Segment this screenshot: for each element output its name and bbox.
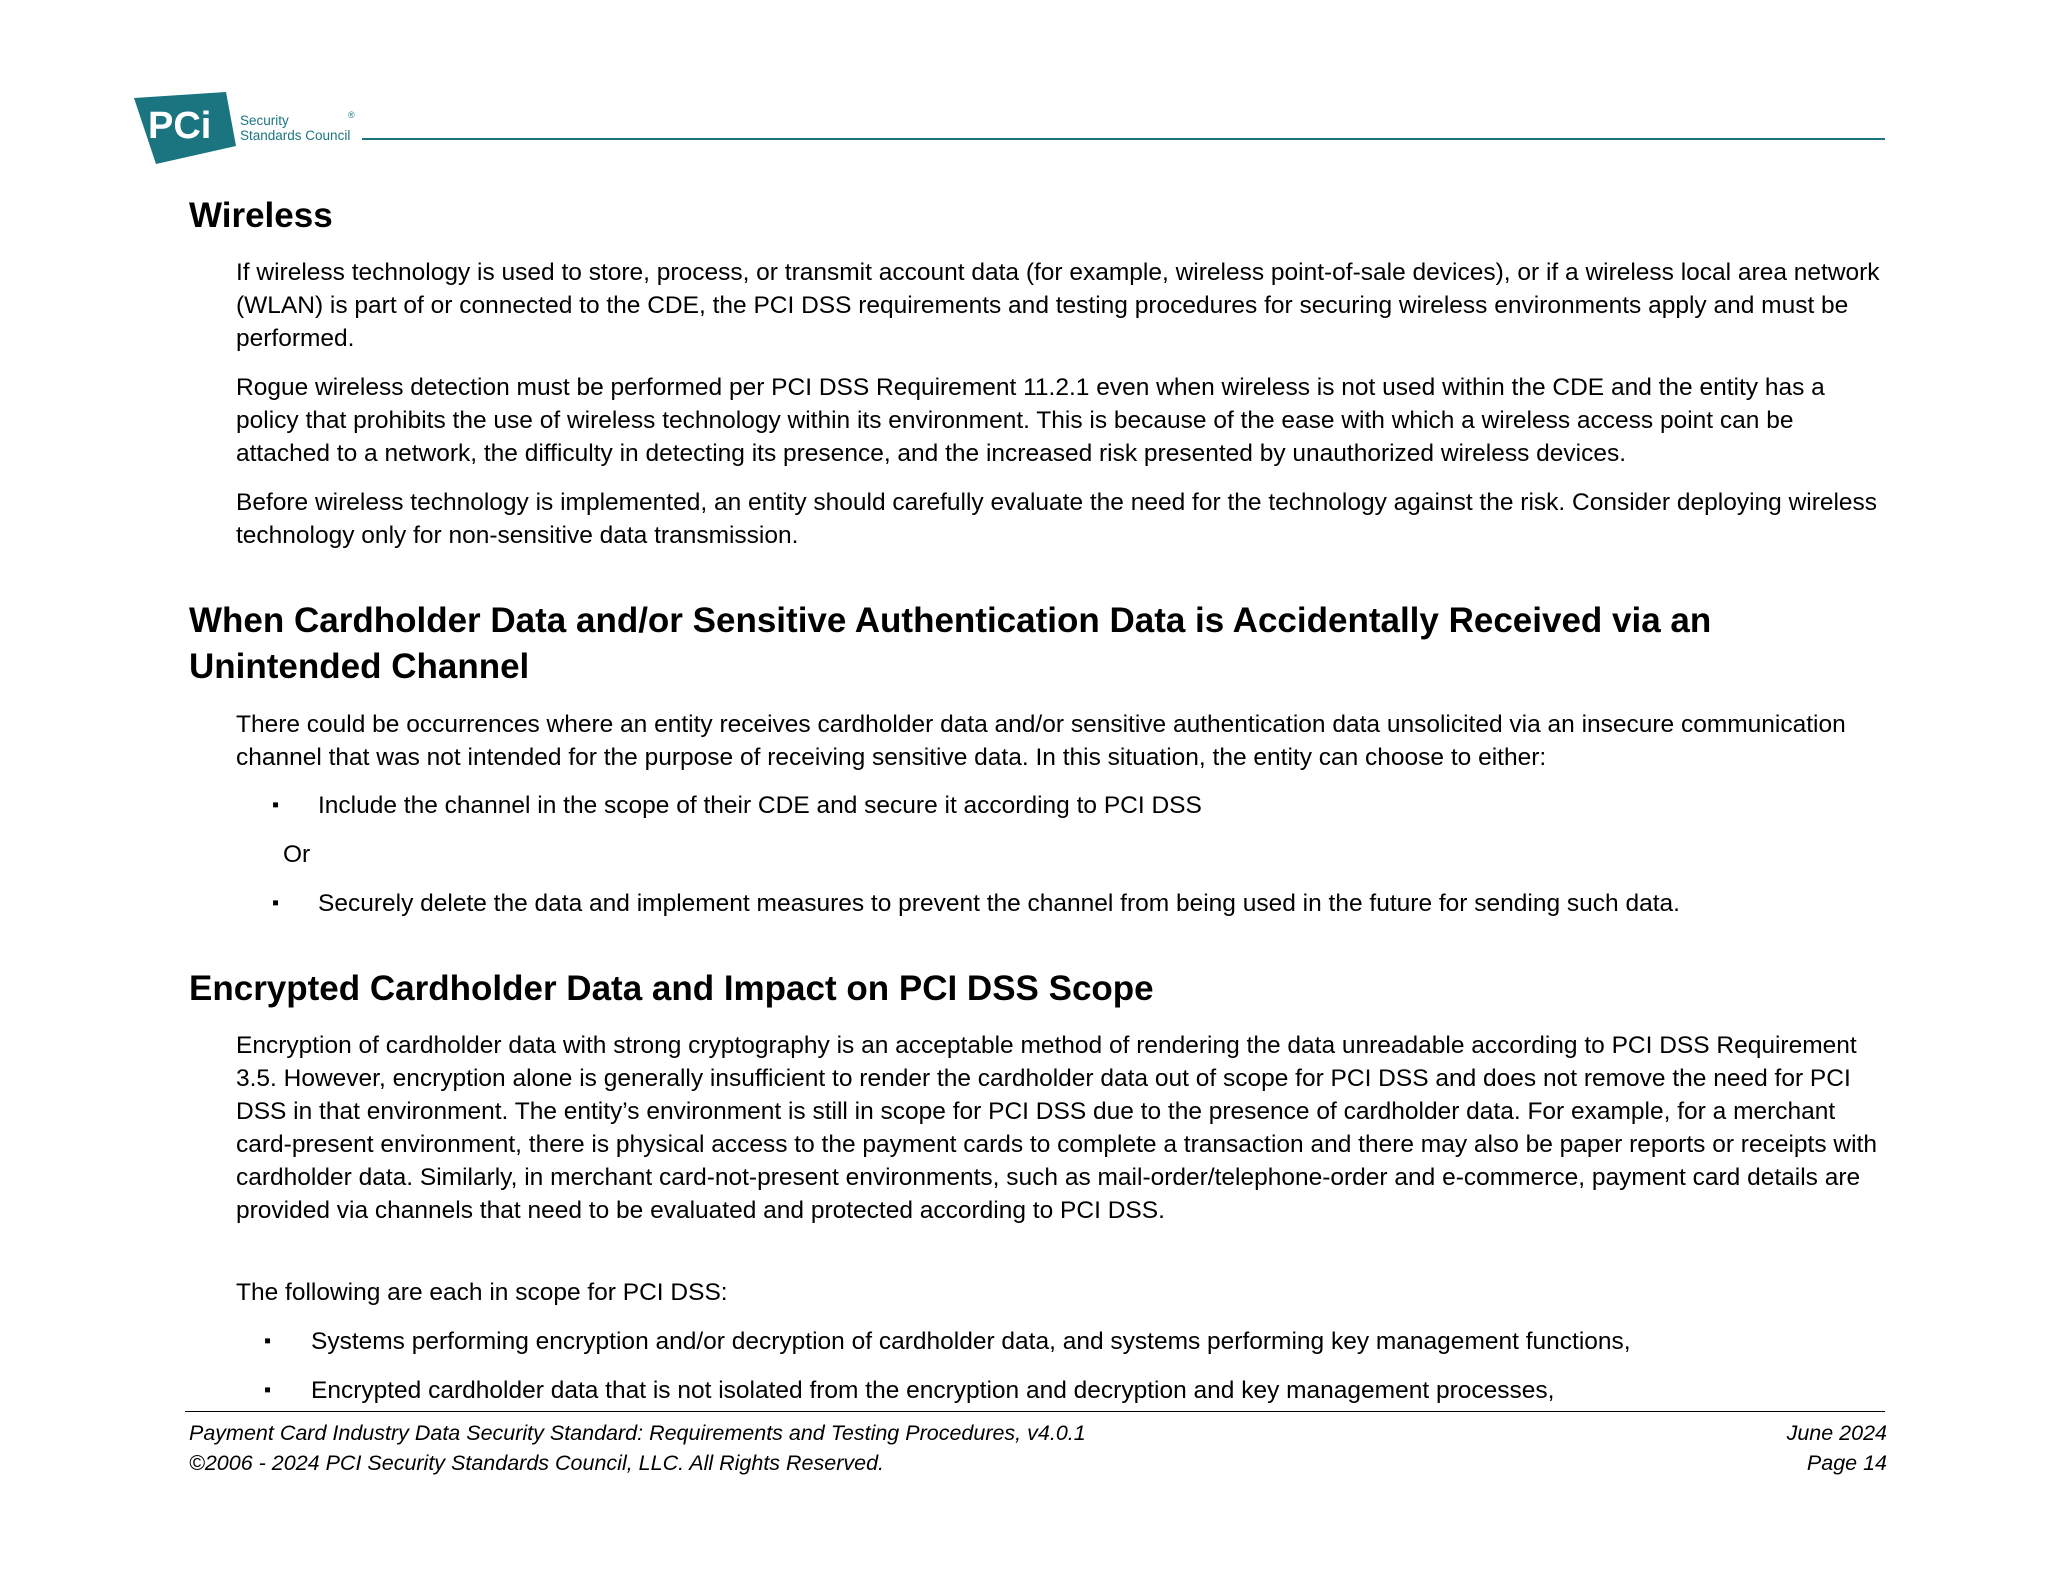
wireless-paragraph-2: Rogue wireless detection must be performed per PCI DSS Requirement 11.2.1 even when wireless is not used within the CDE and the entity has a policy that prohibits the use of wireless technology within its environment. This is because of the ease with which a wireless access point can be attached to a network, the difficulty in detecting its presence, and the increased risk presented by unauthorized wireless devices. — [236, 374, 1825, 467]
encrypted-paragraph-1: Encryption of cardholder data with strong cryptography is an acceptable method of rendering the data unreadable according to PCI DSS Requirement 3.5. However, encryption alone is generally insufficient to render the cardholder data out of scope for PCI DSS and does not remove the need for PCI DSS in that environment. The entity’s environment is still in scope for PCI DSS due to the presence of cardholder data. For example, for a merchant card-present environment, there is physical access to the payment cards to complete a transaction and there may also be paper reports or receipts with cardholder data. Similarly, in merchant card-not-present environments, such as mail-order/telephone-order and e-commerce, payment card details are provided via channels that need to be evaluated and protected according to PCI DSS. — [236, 1032, 1877, 1224]
footer-page-number: Page 14 — [1806, 1451, 1887, 1475]
bullet-icon: ▪ — [264, 1379, 272, 1401]
logo-text-line2: Standards Council — [240, 128, 351, 143]
encrypted-paragraph-2: The following are each in scope for PCI DSS: — [236, 1279, 728, 1306]
unintended-bullet-2: Securely delete the data and implement measures to prevent the channel from being used in the future for sending such data. — [318, 890, 1680, 917]
footer-copyright: ©2006 - 2024 PCI Security Standards Council, LLC. All Rights Reserved. — [189, 1451, 885, 1475]
section-heading-wireless: Wireless — [189, 196, 333, 235]
logo-registered: ® — [348, 110, 355, 120]
unintended-bullet-1: Include the channel in the scope of their CDE and secure it according to PCI DSS — [318, 792, 1202, 819]
footer-divider — [185, 1411, 1885, 1412]
wireless-paragraph-3: Before wireless technology is implemented, an entity should carefully evaluate the need for the technology against the risk. Consider deploying wireless technology only for non-sensitive data transmission. — [236, 489, 1878, 549]
pci-ssc-logo — [134, 92, 364, 164]
logo-text-line1: Security — [240, 113, 289, 128]
header-divider — [362, 138, 1885, 140]
encrypted-bullet-1: Systems performing encryption and/or decryption of cardholder data, and systems performing key management functions, — [311, 1328, 1631, 1355]
wireless-paragraph-1: If wireless technology is used to store, process, or transmit account data (for example, wireless point-of-sale devices), or if a wireless local area network (WLAN) is part of or connected to the CDE, the PCI DSS requirements and testing procedures for securing wireless environments apply and must be performed. — [236, 259, 1880, 352]
bullet-icon: ▪ — [272, 892, 280, 914]
logo-mark: PCi — [148, 105, 212, 147]
unintended-paragraph-1: There could be occurrences where an entity receives cardholder data and/or sensitive authentication data unsolicited via an insecure communication channel that was not intended for the purpose of receiving sensitive data. In this situation, the entity can choose to either: — [236, 711, 1846, 771]
section-heading-encrypted: Encrypted Cardholder Data and Impact on PCI DSS Scope — [189, 969, 1154, 1008]
bullet-icon: ▪ — [264, 1330, 272, 1352]
bullet-icon: ▪ — [272, 794, 280, 816]
footer-title: Payment Card Industry Data Security Standard: Requirements and Testing Procedures, v4.0.1 — [189, 1421, 1086, 1445]
encrypted-bullet-2: Encrypted cardholder data that is not isolated from the encryption and decryption and key management processes, — [311, 1377, 1555, 1404]
section-heading-unintended-channel: When Cardholder Data and/or Sensitive Authentication Data is Accidentally Received via an Unintended Channel — [189, 601, 1712, 686]
footer-date: June 2024 — [1786, 1421, 1887, 1445]
unintended-or: Or — [283, 841, 311, 868]
